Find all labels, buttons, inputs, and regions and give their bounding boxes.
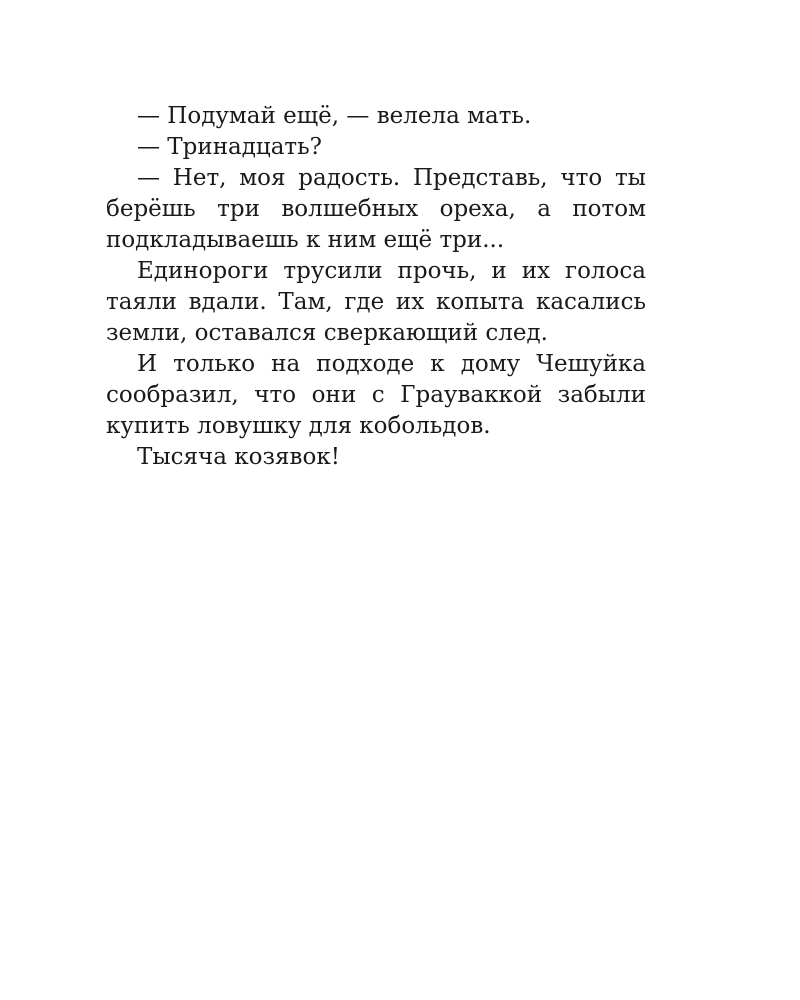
page-text — [106, 101, 646, 473]
paragraph-dialogue-think-again: — Подумай ещё, — велела мать. — [137, 103, 532, 129]
paragraph-forgot-trap: И только на подходе к дому Чешуйка сообразил, что они с Грауваккой забыли купить ловушку для кобольдов. — [106, 351, 646, 439]
paragraph-dialogue-thirteen: — Тринадцать? — [137, 134, 322, 160]
paragraph-exclamation: Тысяча козявок! — [137, 444, 340, 470]
paragraph-dialogue-three-nuts: — Нет, моя радость. Представь, что ты берёшь три волшебных ореха, а потом подкладываешь к ним ещё три... — [106, 165, 646, 253]
paragraph-unicorns-leave: Единороги трусили прочь, и их голоса таяли вдали. Там, где их копыта касались земли, оставался сверкающий след. — [106, 258, 646, 346]
